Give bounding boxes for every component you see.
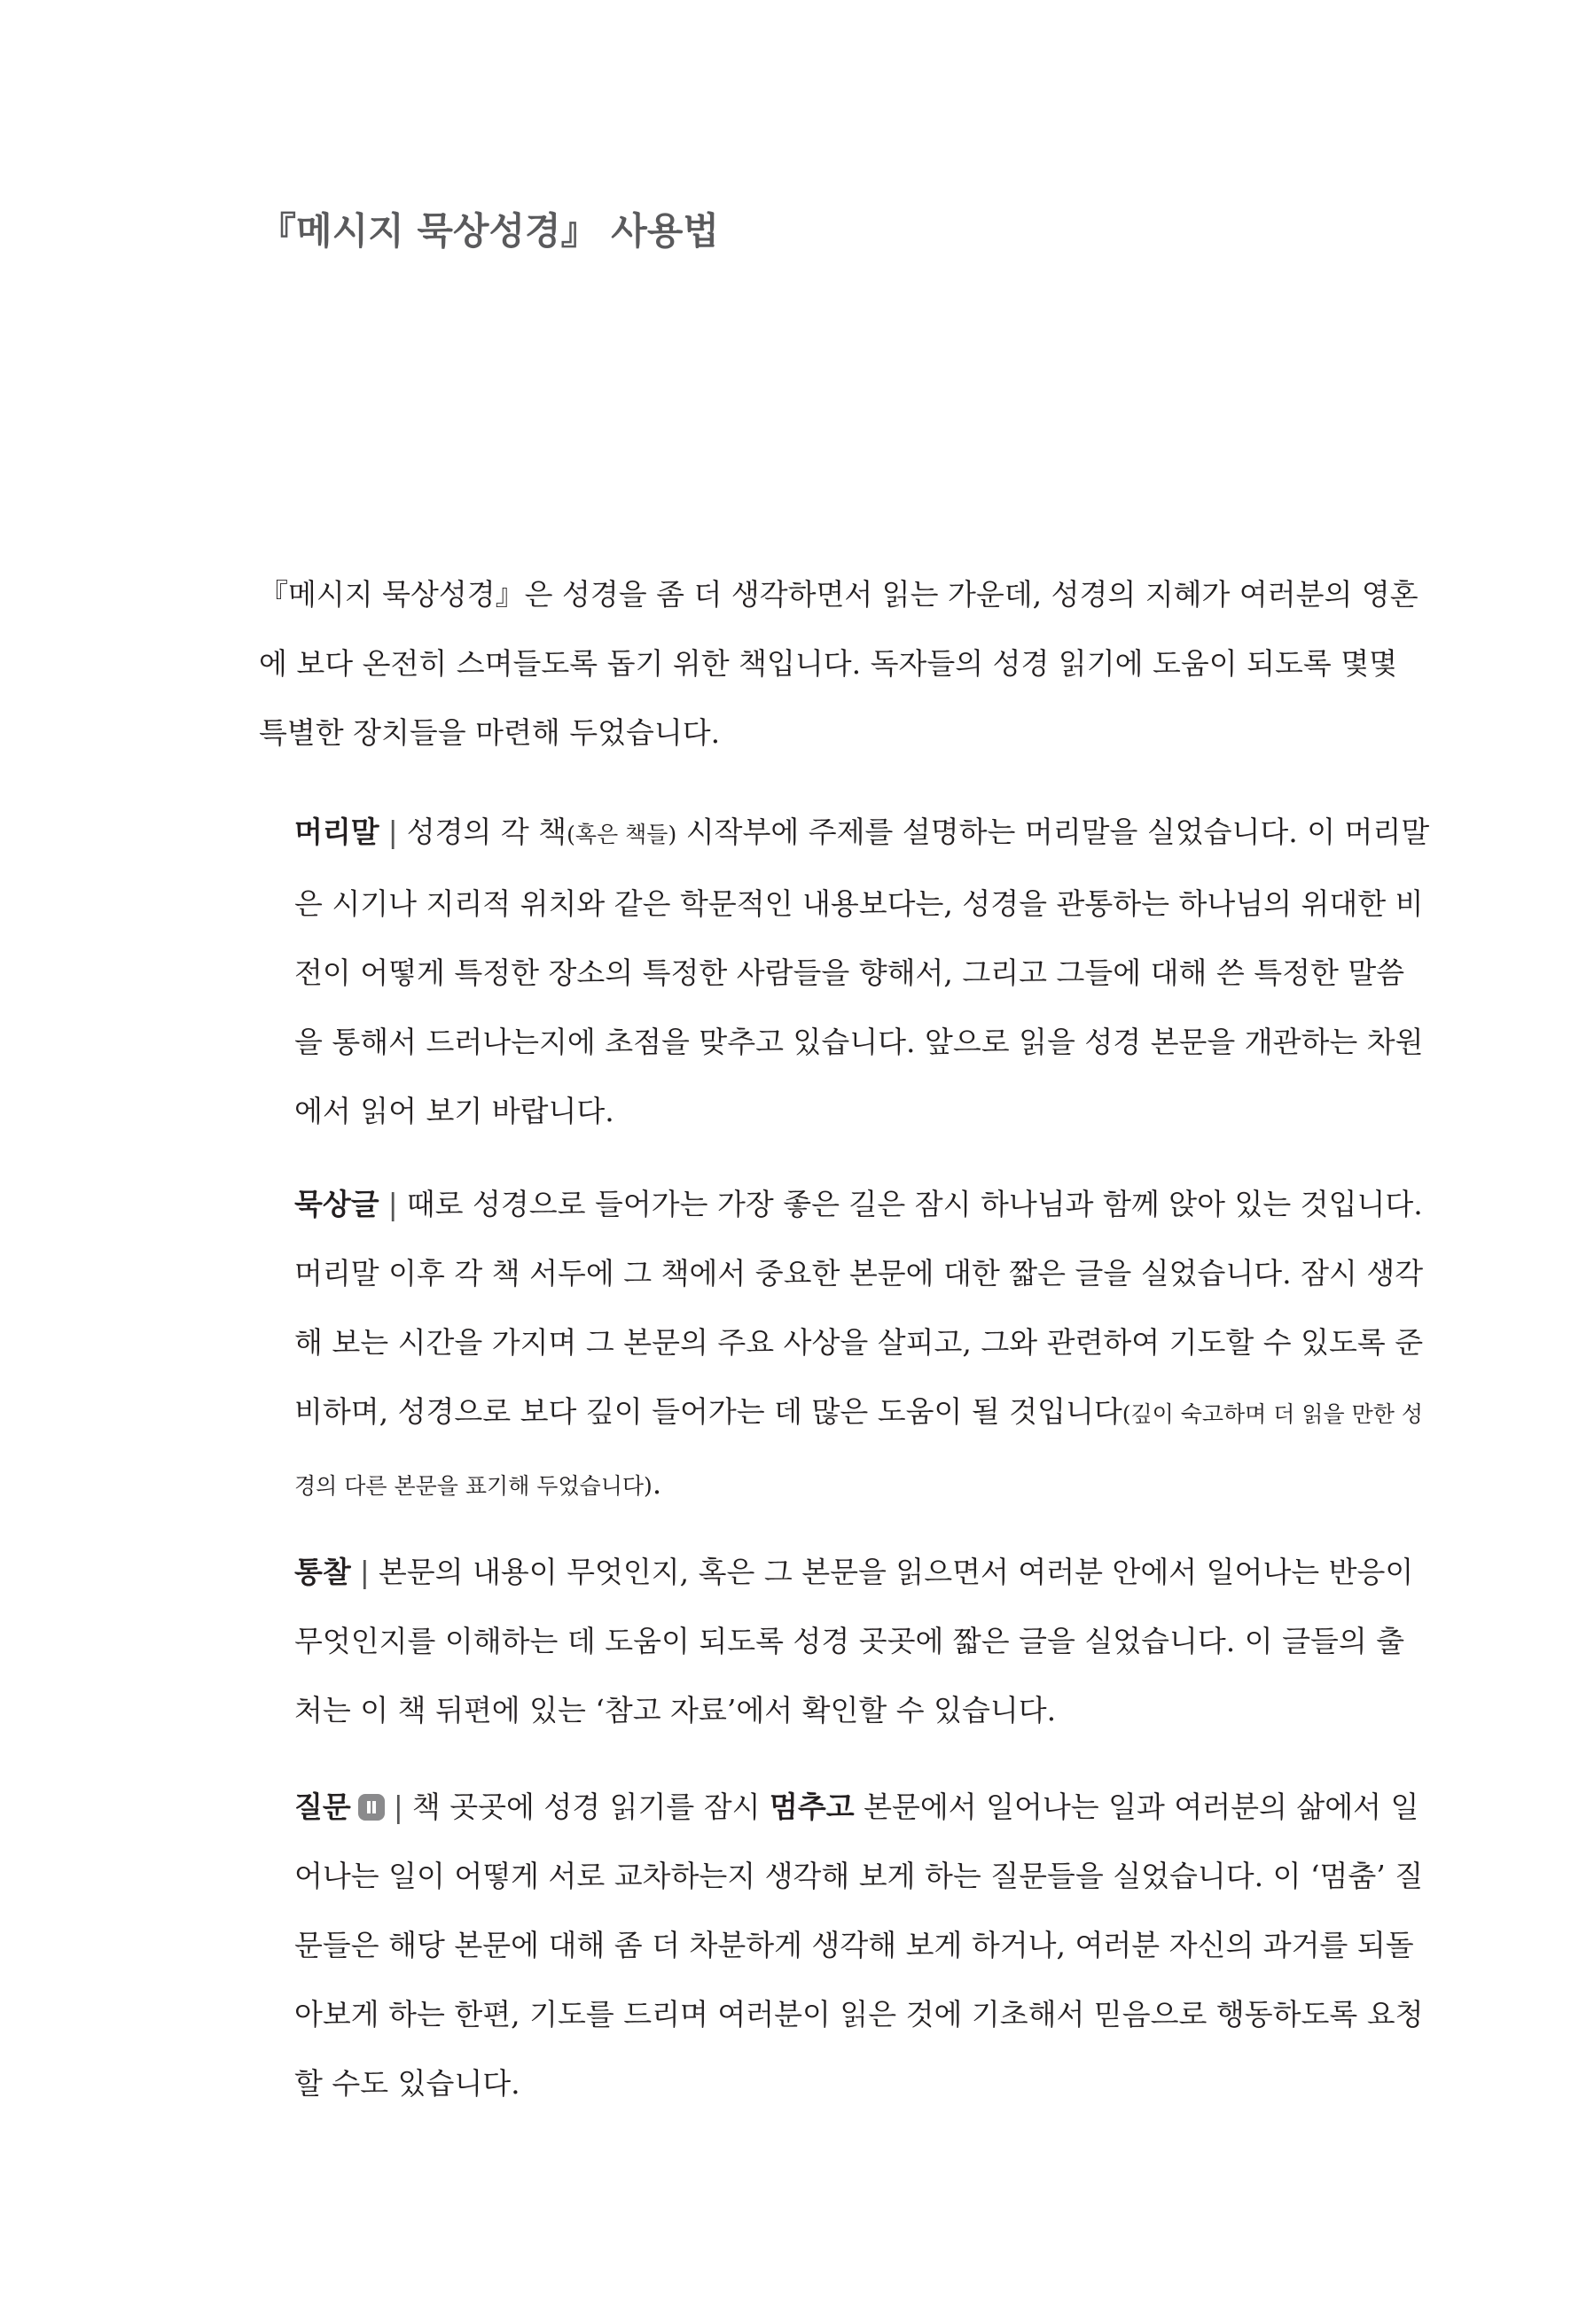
section-questions [294, 1773, 1431, 2118]
separator: | [359, 1555, 370, 1589]
section-note: (혹은 책들) [567, 822, 677, 847]
section-heading: 머리말 [294, 815, 379, 849]
section-heading: 통찰 [294, 1555, 351, 1589]
section-insight [294, 1538, 1431, 1745]
emphasis-text: 멈추고 [770, 1790, 855, 1824]
section-text: 책 곳곳에 성경 읽기를 잠시 [411, 1790, 770, 1824]
page-title: 『메시지 묵상성경』 사용법 [259, 209, 719, 253]
section-heading: 묵상글 [294, 1187, 379, 1221]
section-heading: 질문 [294, 1790, 351, 1824]
section-text-continued: 시작부에 주제를 설명하는 머리말을 실었습니다. 이 머리말은 시기나 지리적 위치와 같은 학문적인 내용보다는, 성경을 관통하는 하나님의 위대한 비전이 어떻게 특정한 장소의 특정한 사람들을 향해서, 그리고 그들에 대해 쓴 특정한 말씀을 통해서 드러나는지에 초점을 맞추고 있습니다. 앞으로 읽을 성경 본문을 개관하는 차원에서 읽어 보기 바랍니다. [294, 815, 1430, 1128]
separator: | [387, 815, 398, 849]
section-preface [294, 798, 1431, 1146]
section-text-continued: 본문에서 일어나는 일과 여러분의 삶에서 일어나는 일이 어떻게 서로 교차하는지 생각해 보게 하는 질문들을 실었습니다. 이 ‘멈춤’ 질문들은 해당 본문에 대해 좀 더 차분하게 생각해 보게 하거나, 여러분 자신의 과거를 되돌아보게 하는 한편, 기도를 드리며 여러분이 읽은 것에 기초해서 믿음으로 행동하도록 요청할 수도 있습니다. [294, 1790, 1424, 2101]
section-text: 때로 성경으로 들어가는 가장 좋은 길은 잠시 하나님과 함께 앉아 있는 것입니다. 머리말 이후 각 책 서두에 그 책에서 중요한 본문에 대한 짧은 글을 실었습니다. 잠시 생각해 보는 시간을 가지며 그 본문의 주요 사상을 살피고, 그와 관련하여 기도할 수 있도록 준비하며, 성경으로 보다 깊이 들어가는 데 많은 도움이 될 것입니다 [294, 1187, 1424, 1429]
separator: | [387, 1187, 398, 1221]
section-text-continued: . [652, 1466, 662, 1501]
section-text: 본문의 내용이 무엇인지, 혹은 그 본문을 읽으면서 여러분 안에서 일어나는 반응이 무엇인지를 이해하는 데 도움이 되도록 성경 곳곳에 짧은 글을 실었습니다. 이 글들의 출처는 이 책 뒤편에 있는 ‘참고 자료’에서 확인할 수 있습니다. [294, 1555, 1414, 1727]
separator: | [393, 1790, 403, 1824]
pause-icon [358, 1794, 385, 1821]
section-meditation [294, 1170, 1431, 1521]
section-text: 성경의 각 책 [406, 815, 567, 849]
section-note: (깊이 숙고하며 더 읽을 만한 성경의 다른 본문을 표기해 두었습니다) [294, 1401, 1424, 1499]
intro-paragraph: 『메시지 묵상성경』은 성경을 좀 더 생각하면서 읽는 가운데, 성경의 지혜가 여러분의 영혼에 보다 온전히 스며들도록 돕기 위한 책입니다. 독자들의 성경 읽기에 도움이 되도록 몇몇 특별한 장치들을 마련해 두었습니다. [259, 577, 1419, 750]
